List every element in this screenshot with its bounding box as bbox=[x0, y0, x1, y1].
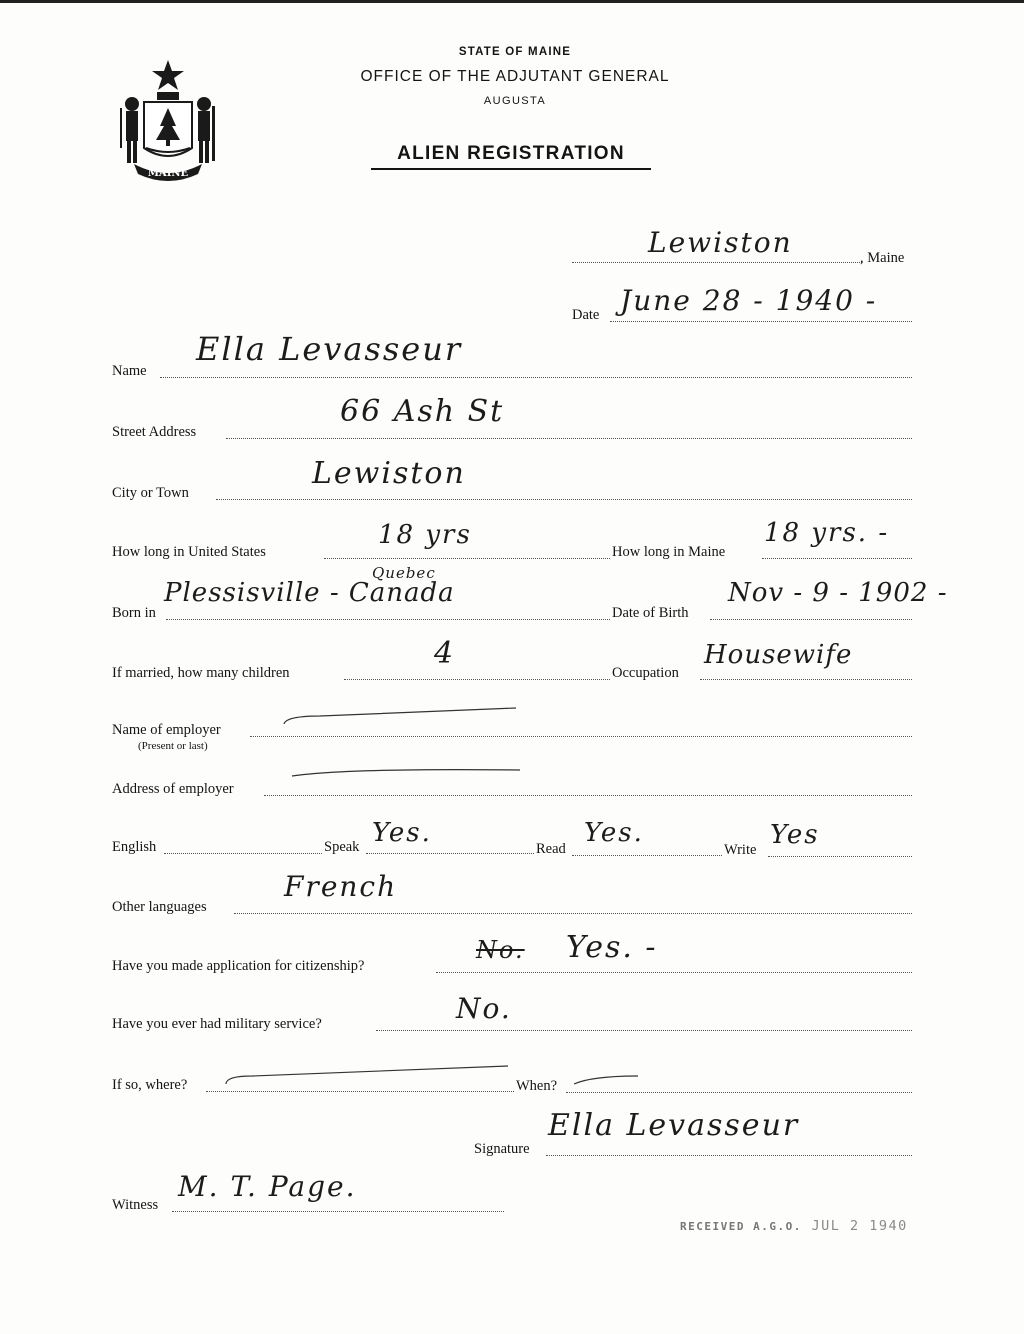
citizenship-struck-value: No. bbox=[476, 936, 525, 964]
header-office: OFFICE OF THE ADJUTANT GENERAL bbox=[360, 68, 670, 85]
employer-note: (Present or last) bbox=[138, 740, 208, 752]
speak-line bbox=[366, 853, 534, 854]
citizenship-line bbox=[436, 972, 912, 973]
occupation-line bbox=[700, 679, 912, 680]
other-languages-label: Other languages bbox=[112, 899, 207, 915]
date-of-birth-value: Nov - 9 - 1902 - bbox=[728, 578, 948, 608]
speak-label: Speak bbox=[324, 839, 360, 855]
how-long-us-line bbox=[324, 558, 610, 559]
place-line bbox=[572, 262, 862, 263]
read-label: Read bbox=[536, 841, 566, 857]
children-value: 4 bbox=[434, 636, 456, 671]
date-of-birth-line bbox=[710, 619, 912, 620]
employer-name-label: Name of employer bbox=[112, 722, 221, 738]
received-stamp-date: JUL 2 1940 bbox=[811, 1218, 908, 1234]
name-label: Name bbox=[112, 363, 147, 379]
employer-name-line bbox=[250, 736, 912, 737]
city-label: City or Town bbox=[112, 485, 189, 501]
occupation-value: Housewife bbox=[704, 640, 853, 670]
employer-address-dash bbox=[288, 762, 528, 786]
name-line bbox=[160, 377, 912, 378]
name-value: Ella Levasseur bbox=[196, 330, 463, 368]
place-value: Lewiston bbox=[648, 226, 793, 259]
employer-address-label: Address of employer bbox=[112, 781, 234, 797]
employer-name-dash bbox=[280, 702, 520, 732]
where-label: If so, where? bbox=[112, 1077, 188, 1093]
how-long-us-value: 18 yrs bbox=[378, 520, 472, 550]
how-long-maine-line bbox=[762, 558, 912, 559]
citizenship-value: Yes. - bbox=[566, 930, 658, 965]
write-label: Write bbox=[724, 842, 757, 858]
how-long-us-label: How long in United States bbox=[112, 544, 266, 560]
date-of-birth-label: Date of Birth bbox=[612, 605, 689, 621]
witness-label: Witness bbox=[112, 1197, 159, 1213]
header-state: STATE OF MAINE bbox=[458, 46, 572, 58]
street-address-line bbox=[226, 438, 912, 439]
how-long-maine-label: How long in Maine bbox=[612, 544, 726, 560]
citizenship-label: Have you made application for citizenship? bbox=[112, 958, 365, 974]
witness-line bbox=[172, 1211, 504, 1212]
born-in-insert: Quebec bbox=[372, 564, 436, 582]
born-in-line bbox=[166, 619, 610, 620]
born-in-label: Born in bbox=[112, 605, 156, 621]
place-suffix-label: , Maine bbox=[860, 250, 905, 266]
english-line bbox=[164, 853, 322, 854]
other-languages-line bbox=[234, 913, 912, 914]
write-line bbox=[768, 856, 912, 857]
received-stamp-label: RECEIVED A.G.O. bbox=[680, 1220, 802, 1233]
speak-value: Yes. bbox=[372, 818, 432, 848]
date-label: Date bbox=[572, 307, 600, 323]
maine-state-seal-icon bbox=[112, 56, 224, 184]
signature-value: Ella Levasseur bbox=[548, 1108, 800, 1143]
svg-text:MAINE: MAINE bbox=[147, 168, 189, 179]
military-value: No. bbox=[456, 992, 512, 1025]
born-in-value: Plessisville - Canada bbox=[164, 578, 455, 608]
street-address-label: Street Address bbox=[112, 424, 197, 440]
signature-label: Signature bbox=[474, 1141, 530, 1157]
employer-address-line bbox=[264, 795, 912, 796]
where-line bbox=[206, 1091, 514, 1092]
military-label: Have you ever had military service? bbox=[112, 1016, 322, 1032]
children-line bbox=[344, 679, 610, 680]
english-label: English bbox=[112, 839, 157, 855]
witness-value: M. T. Page. bbox=[178, 1170, 357, 1203]
city-line bbox=[216, 499, 912, 500]
when-dash bbox=[572, 1070, 642, 1088]
other-languages-value: French bbox=[284, 870, 398, 903]
header-city: AUGUSTA bbox=[483, 95, 547, 107]
when-label: When? bbox=[516, 1078, 558, 1094]
write-value: Yes bbox=[770, 820, 820, 850]
occupation-label: Occupation bbox=[612, 665, 679, 681]
scan-edge bbox=[0, 0, 1024, 3]
date-line bbox=[610, 321, 912, 322]
city-value: Lewiston bbox=[312, 456, 466, 491]
read-value: Yes. bbox=[584, 818, 644, 848]
where-dash bbox=[222, 1062, 512, 1088]
received-stamp bbox=[680, 1218, 940, 1234]
when-line bbox=[566, 1092, 912, 1093]
form-title: ALIEN REGISTRATION bbox=[371, 143, 651, 170]
read-line bbox=[572, 855, 722, 856]
date-value: June 28 - 1940 - bbox=[620, 284, 878, 317]
children-label: If married, how many children bbox=[112, 665, 290, 681]
street-address-value: 66 Ash St bbox=[340, 394, 505, 429]
military-line bbox=[376, 1030, 912, 1031]
how-long-maine-value: 18 yrs. - bbox=[764, 518, 890, 548]
signature-line bbox=[546, 1155, 912, 1156]
